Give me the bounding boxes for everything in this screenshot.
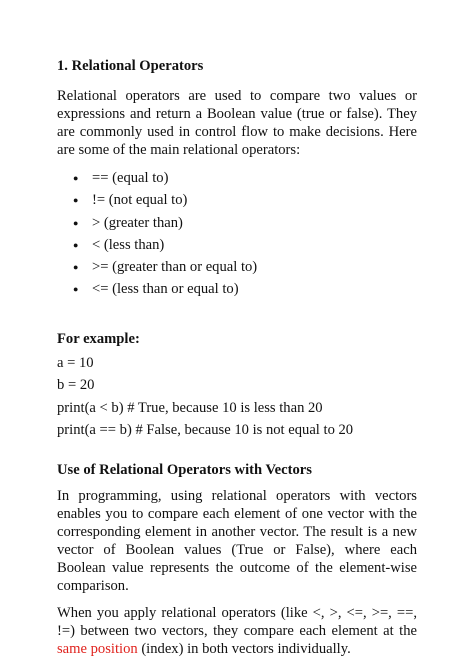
bullet-icon: ● (73, 195, 79, 206)
example-heading: For example: (57, 330, 140, 347)
document-page (57, 57, 417, 658)
list-item: ● < (less than) (57, 234, 417, 256)
bullet-icon: ● (73, 217, 79, 228)
example-line: a = 10 (57, 354, 94, 371)
bullet-icon: ● (73, 239, 79, 250)
list-item: ● != (not equal to) (57, 189, 417, 211)
vectors-heading: Use of Relational Operators with Vectors (57, 461, 312, 478)
list-item: ● > (greater than) (57, 212, 417, 234)
list-item: ● == (equal to) (57, 167, 417, 189)
bullet-icon: ● (73, 262, 79, 273)
operator-list (57, 167, 417, 301)
example-line: print(a == b) # False, because 10 is not equal to 20 (57, 422, 354, 439)
list-item: ● >= (greater than or equal to) (57, 256, 417, 278)
vectors-paragraph-2: When you apply relational operators (like <, >, <=, >=, ==, !=) between two vectors, they compare each element at the same position (index) in both vectors individually. (57, 604, 417, 657)
list-item: ● <= (less than or equal to) (57, 278, 417, 300)
bullet-icon: ● (73, 173, 79, 183)
bullet-icon: ● (73, 284, 79, 295)
example-line: b = 20 (57, 377, 95, 394)
example-line: print(a < b) # True, because 10 is less than 20 (57, 399, 323, 416)
highlighted-text: same position (57, 640, 138, 657)
intro-paragraph: Relational operators are used to compare two values or expressions and return a Boolean value (true or false). They are commonly used in control flow to make decisions. Here are some of the main relational operators: (57, 88, 417, 158)
section-heading-relational-operators: 1. Relational Operators (57, 58, 204, 74)
vectors-paragraph-1: In programming, using relational operators with vectors enables you to compare each element of one vector with the corresponding element in another vector. The result is a new vector of Boolean values (True or False), where each Boolean value represents the outcome of the element-wise comparison. (57, 487, 417, 594)
